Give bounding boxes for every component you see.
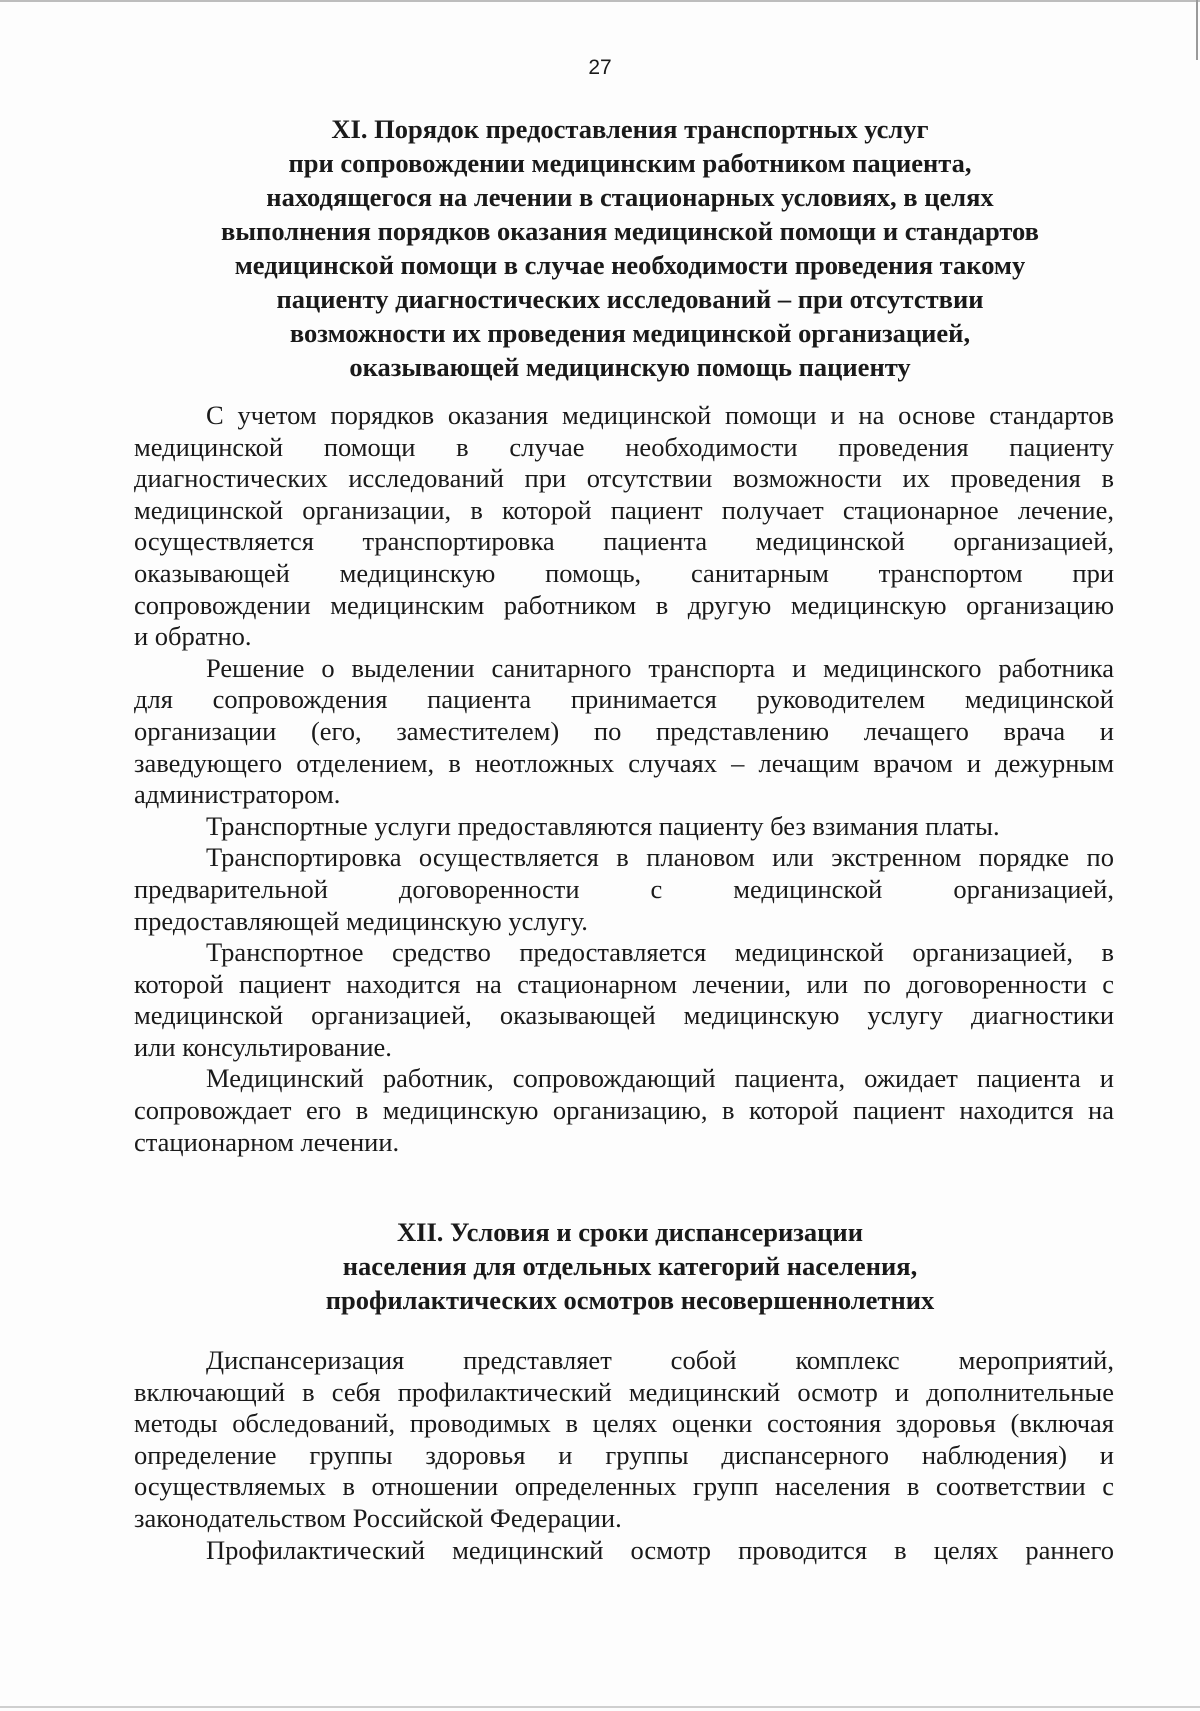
text-line: С учетом порядков оказания медицинской помощи и на основе стандартов bbox=[206, 400, 1114, 430]
heading-line: профилактических осмотров несовершеннолетних bbox=[325, 1285, 935, 1315]
text-line: сопровождает его в медицинскую организацию, в которой пациент находится на bbox=[134, 1095, 1114, 1126]
text-line: Профилактический медицинский осмотр проводится в целях раннего bbox=[206, 1534, 1114, 1565]
text-line: заведующего отделением, в неотложных случаях – лечащим врачом и дежурным bbox=[134, 747, 1114, 778]
text-line: которой пациент находится на стационарном лечении, или по договоренности с bbox=[134, 968, 1114, 999]
text-line: определение группы здоровья и группы диспансерного наблюдения) и bbox=[134, 1439, 1114, 1470]
text-line: Решение о выделении санитарного транспорта и медицинского работника bbox=[206, 652, 1114, 683]
text-line: для сопровождения пациента принимается руководителем медицинской bbox=[134, 684, 1114, 715]
paragraph bbox=[134, 937, 1114, 1063]
text-line: организации (его, заместителем) по представлению лечащего врача и bbox=[134, 715, 1114, 746]
heading-line: возможности их проведения медицинской организацией, bbox=[289, 318, 971, 348]
paragraph bbox=[134, 1345, 1114, 1535]
text-line: осуществляемых в отношении определенных групп населения в соответствии с bbox=[134, 1471, 1114, 1502]
heading-line: медицинской помощи в случае необходимости проведения такому bbox=[234, 250, 1026, 280]
text-line: медицинской организацией, оказывающей медицинскую услугу диагностики bbox=[134, 1000, 1114, 1031]
text-line: медицинской организации, в которой пациент получает стационарное лечение, bbox=[134, 494, 1114, 525]
section-12-body bbox=[134, 1345, 1114, 1566]
text-line: Транспортировка осуществляется в плановом или экстренном порядке по bbox=[206, 842, 1114, 873]
text-line: Транспортное средство предоставляется медицинской организацией, в bbox=[206, 937, 1114, 968]
scan-edge-mark bbox=[0, 0, 1200, 2]
text-line: Диспансеризация представляет собой комплекс мероприятий, bbox=[206, 1345, 1114, 1375]
text-line: сопровождении медицинским работником в другую медицинскую организацию bbox=[134, 589, 1114, 620]
text-line: включающий в себя профилактический медицинский осмотр и дополнительные bbox=[134, 1376, 1114, 1407]
text-line: медицинской помощи в случае необходимости проведения пациенту bbox=[134, 431, 1114, 462]
text-line: Транспортные услуги предоставляются пациенту без взимания платы. bbox=[206, 810, 1000, 841]
paragraph bbox=[134, 842, 1114, 937]
text-line: методы обследований, проводимых в целях оценки состояния здоровья (включая bbox=[134, 1408, 1114, 1439]
heading-line: выполнения порядков оказания медицинской помощи и стандартов bbox=[221, 216, 1039, 246]
text-line: или консультирование. bbox=[134, 1031, 392, 1062]
text-line: диагностических исследований при отсутствии возможности их проведения в bbox=[134, 463, 1114, 494]
text-line: предоставляющей медицинскую услугу. bbox=[134, 905, 588, 936]
section-11-heading bbox=[140, 112, 1120, 384]
scan-edge-mark bbox=[0, 1706, 1200, 1708]
text-line: Медицинский работник, сопровождающий пациента, ожидает пациента и bbox=[206, 1063, 1114, 1094]
text-line: законодательством Российской Федерации. bbox=[134, 1502, 622, 1533]
section-12-heading bbox=[140, 1215, 1120, 1317]
text-line: оказывающей медицинскую помощь, санитарным транспортом при bbox=[134, 557, 1114, 588]
paragraph bbox=[134, 811, 1114, 843]
text-line: стационарном лечении. bbox=[134, 1126, 400, 1157]
heading-line: пациенту диагностических исследований – при отсутствии bbox=[276, 284, 984, 314]
heading-line: населения для отдельных категорий населения, bbox=[342, 1251, 918, 1281]
heading-line: при сопровождении медицинским работником пациента, bbox=[288, 148, 972, 178]
heading-line: оказывающей медицинскую помощь пациенту bbox=[349, 352, 911, 382]
paragraph bbox=[134, 1535, 1114, 1567]
paragraph bbox=[134, 653, 1114, 811]
text-line: администратором. bbox=[134, 779, 341, 810]
text-line: осуществляется транспортировка пациента медицинской организацией, bbox=[134, 526, 1114, 557]
text-line: предварительной договоренности с медицинской организацией, bbox=[134, 873, 1114, 904]
page-number: 27 bbox=[588, 56, 612, 79]
text-line: и обратно. bbox=[134, 621, 252, 652]
section-11-body bbox=[134, 400, 1114, 1158]
heading-line: XII. Условия и сроки диспансеризации bbox=[397, 1217, 863, 1247]
heading-line: XI. Порядок предоставления транспортных услуг bbox=[331, 114, 929, 144]
paragraph bbox=[134, 400, 1114, 653]
heading-line: находящегося на лечении в стационарных условиях, в целях bbox=[266, 182, 994, 212]
paragraph bbox=[134, 1063, 1114, 1158]
scan-edge-mark bbox=[1196, 0, 1198, 60]
